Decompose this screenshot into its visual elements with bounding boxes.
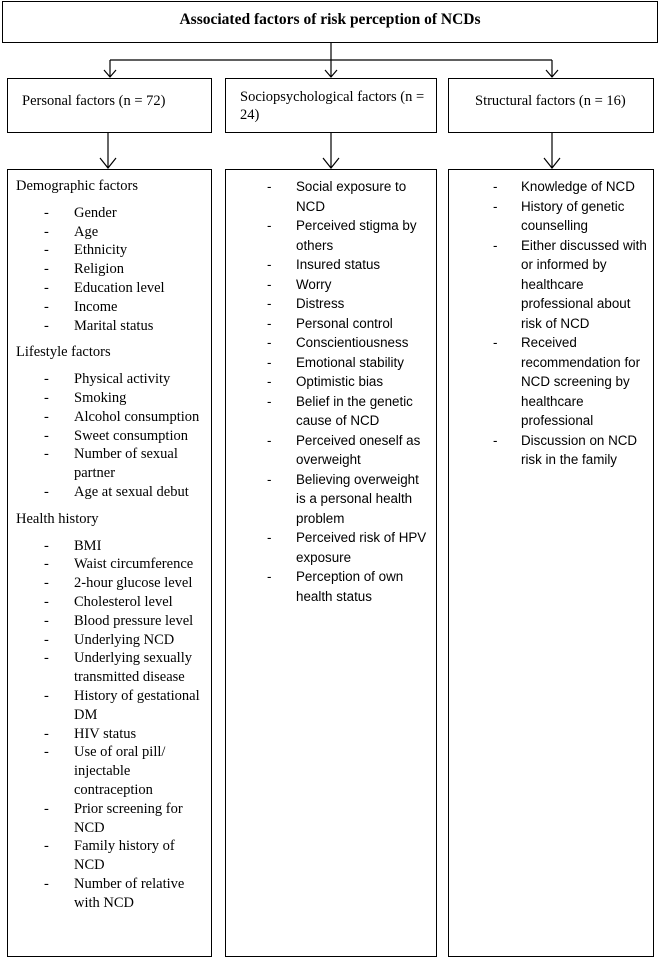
bullet-dash: -: [267, 218, 272, 233]
bullet-dash: -: [267, 276, 272, 292]
bullet-dash: -: [44, 483, 49, 500]
bullet-dash: -: [44, 593, 49, 610]
list-item: [16, 241, 207, 260]
list-item: [230, 275, 432, 295]
section-title: Health history: [16, 510, 99, 527]
sociopsychological-factors-box: [225, 169, 437, 957]
list-item: [16, 260, 207, 279]
list-item-text: Conscientiousness: [296, 335, 409, 350]
bullet-dash: -: [44, 838, 49, 855]
list-item: [230, 333, 432, 353]
bullet-dash: -: [44, 279, 49, 296]
bullet-dash: -: [493, 237, 498, 253]
bullet-dash: -: [44, 371, 49, 388]
list-item-text: Cholesterol level: [74, 593, 173, 610]
list-item-text: Religion: [74, 261, 124, 278]
bullet-dash: -: [493, 432, 498, 448]
bullet-dash: -: [44, 446, 49, 463]
list-item: [16, 593, 207, 612]
list-item-text: Marital status: [74, 317, 154, 334]
bullet-dash: -: [44, 575, 49, 592]
list-item-text: Social exposure to NCD: [296, 179, 407, 214]
bullet-dash: -: [44, 725, 49, 742]
bullet-dash: -: [267, 432, 272, 448]
list-item: [16, 537, 207, 556]
list-item: [16, 317, 207, 336]
list-item: [16, 223, 207, 242]
list-item-text: Distress: [296, 296, 345, 311]
list-item-text: Family history of NCD: [74, 838, 175, 874]
list-item: [16, 743, 207, 799]
factor-list: [16, 204, 207, 336]
bullet-dash: -: [44, 223, 49, 240]
list-item-text: Prior screening for NCD: [74, 800, 183, 836]
diagram-title: Associated factors of risk perception of NCDs: [179, 11, 481, 28]
list-item: [16, 555, 207, 574]
list-item-text: Physical activity: [74, 371, 171, 388]
bullet-dash: -: [267, 471, 272, 487]
list-item-text: Income: [74, 298, 118, 315]
sociopsychological-factors-content: [230, 177, 432, 606]
list-item: [16, 800, 207, 838]
list-item: [230, 431, 432, 470]
list-item-text: Emotional stability: [296, 354, 404, 370]
list-item: [230, 294, 432, 314]
arrowhead-structural-down: [544, 158, 560, 168]
personal-factors-box: [7, 169, 212, 957]
bullet-dash: -: [44, 537, 49, 554]
list-item-text: Perceived risk of HPV exposure: [296, 530, 427, 565]
arrowhead-structural: [546, 70, 558, 77]
list-item: [230, 528, 432, 567]
list-item: [16, 649, 207, 687]
bullet-dash: -: [44, 204, 49, 221]
list-item-text: Number of relative with NCD: [74, 875, 185, 911]
list-item: [453, 333, 649, 431]
list-item-text: Belief in the genetic cause of NCD: [296, 393, 413, 428]
bullet-dash: -: [44, 242, 49, 259]
list-item: [16, 574, 207, 593]
list-item: [16, 279, 207, 298]
structural-factors-box: [448, 169, 654, 957]
bullet-dash: -: [44, 800, 49, 817]
bullet-dash: -: [267, 315, 272, 331]
list-item: [16, 427, 207, 446]
list-item: [16, 687, 207, 725]
list-item: [453, 431, 649, 470]
bullet-dash: -: [44, 261, 49, 278]
personal-factors-label: Personal factors (n = 72): [22, 93, 166, 109]
factor-list: [16, 537, 207, 913]
list-item-text: Perception of own health status: [296, 569, 404, 604]
list-item-text: 2-hour glucose level: [74, 575, 193, 592]
list-item-text: Perceived stigma by others: [296, 218, 417, 253]
bullet-dash: -: [267, 179, 272, 194]
personal-factors-header: [7, 78, 212, 133]
list-item: [16, 631, 207, 650]
bullet-dash: -: [44, 612, 49, 629]
bullet-dash: -: [44, 631, 49, 648]
list-item: [230, 372, 432, 392]
arrowhead-socio: [325, 70, 337, 77]
list-item-text: Perceived oneself as overweight: [296, 432, 421, 467]
list-item: [453, 236, 649, 334]
factor-section: [16, 177, 207, 335]
bullet-dash: -: [44, 875, 49, 892]
bullet-dash: -: [267, 257, 272, 272]
arrowhead-socio-down: [323, 158, 339, 168]
sociopsychological-factors-list: [230, 177, 432, 606]
structural-factors-list: [453, 177, 649, 470]
bullet-dash: -: [493, 179, 498, 194]
bullet-dash: -: [44, 650, 49, 667]
list-item-text: Underlying sexually transmitted disease: [74, 650, 192, 686]
bullet-dash: -: [493, 335, 498, 350]
list-item: [16, 389, 207, 408]
bullet-dash: -: [44, 744, 49, 761]
list-item-text: Alcohol consumption: [74, 408, 200, 425]
list-item-text: Waist circumference: [74, 556, 194, 573]
bullet-dash: -: [267, 393, 272, 409]
bullet-dash: -: [44, 687, 49, 704]
arrowhead-personal: [104, 70, 116, 77]
list-item-text: Optimistic bias: [296, 374, 384, 389]
list-item-text: Number of sexual partner: [74, 446, 178, 482]
list-item: [230, 392, 432, 431]
bullet-dash: -: [44, 408, 49, 425]
structural-factors-content: [453, 177, 649, 470]
factor-section: [16, 510, 207, 913]
section-title: Demographic factors: [16, 178, 138, 194]
factor-section: [16, 343, 207, 501]
title-box: [2, 1, 658, 43]
sociopsychological-factors-label: Sociopsychological factors (n = 24): [240, 89, 425, 123]
list-item-text: BMI: [74, 537, 102, 554]
list-item: [453, 177, 649, 197]
list-item-text: Sweet consumption: [74, 427, 188, 444]
list-item: [230, 470, 432, 529]
list-item: [16, 298, 207, 317]
bullet-dash: -: [44, 427, 49, 444]
factor-list: [16, 370, 207, 502]
personal-factors-content: [16, 177, 207, 920]
list-item: [230, 177, 432, 216]
list-item-text: Age at sexual debut: [74, 483, 189, 500]
list-item: [230, 314, 432, 334]
list-item-text: Gender: [74, 204, 117, 221]
list-item-text: Discussion on NCD risk in the family: [521, 432, 638, 467]
arrowhead-personal-down: [100, 158, 116, 168]
list-item: [16, 725, 207, 744]
list-item: [16, 875, 207, 913]
list-item-text: History of gestational DM: [74, 687, 200, 723]
list-item-text: Smoking: [74, 389, 127, 406]
list-item: [16, 408, 207, 427]
list-item-text: Underlying NCD: [74, 631, 175, 648]
list-item: [16, 204, 207, 223]
list-item: [230, 216, 432, 255]
bullet-dash: -: [44, 556, 49, 573]
list-item: [16, 483, 207, 502]
list-item-text: Believing overweight is a personal health problem: [296, 471, 419, 526]
list-item-text: Knowledge of NCD: [521, 179, 635, 194]
bullet-dash: -: [493, 198, 498, 214]
list-item-text: Blood pressure level: [74, 612, 194, 629]
sociopsychological-factors-header: [225, 78, 437, 133]
structural-factors-label: Structural factors (n = 16): [475, 93, 626, 109]
list-item-text: Use of oral pill/ injectable contraception: [74, 744, 166, 798]
section-title: Lifestyle factors: [16, 344, 111, 361]
list-item: [230, 353, 432, 373]
list-item: [453, 197, 649, 236]
bullet-dash: -: [44, 317, 49, 334]
list-item: [16, 445, 207, 483]
list-item: [230, 567, 432, 606]
list-item-text: Worry: [296, 276, 332, 292]
list-item-text: Personal control: [296, 315, 393, 331]
bullet-dash: -: [267, 569, 272, 584]
list-item-text: Either discussed with or informed by healthcare professional about risk of NCD: [521, 237, 647, 331]
list-item: [16, 612, 207, 631]
bullet-dash: -: [267, 354, 272, 370]
list-item-text: History of genetic counselling: [521, 198, 625, 233]
list-item-text: Age: [74, 223, 99, 240]
list-item: [16, 837, 207, 875]
bullet-dash: -: [267, 335, 272, 350]
list-item: [16, 370, 207, 389]
bullet-dash: -: [267, 374, 272, 389]
bullet-dash: -: [267, 530, 272, 545]
list-item: [230, 255, 432, 275]
list-item-text: Ethnicity: [74, 242, 128, 259]
list-item-text: Insured status: [296, 257, 381, 272]
bullet-dash: -: [267, 296, 272, 311]
structural-factors-header: [448, 78, 654, 133]
list-item-text: Education level: [74, 279, 165, 296]
list-item-text: Received recommendation for NCD screening by healthcare professional: [521, 335, 641, 428]
bullet-dash: -: [44, 389, 49, 406]
bullet-dash: -: [44, 298, 49, 315]
list-item-text: HIV status: [74, 725, 137, 742]
